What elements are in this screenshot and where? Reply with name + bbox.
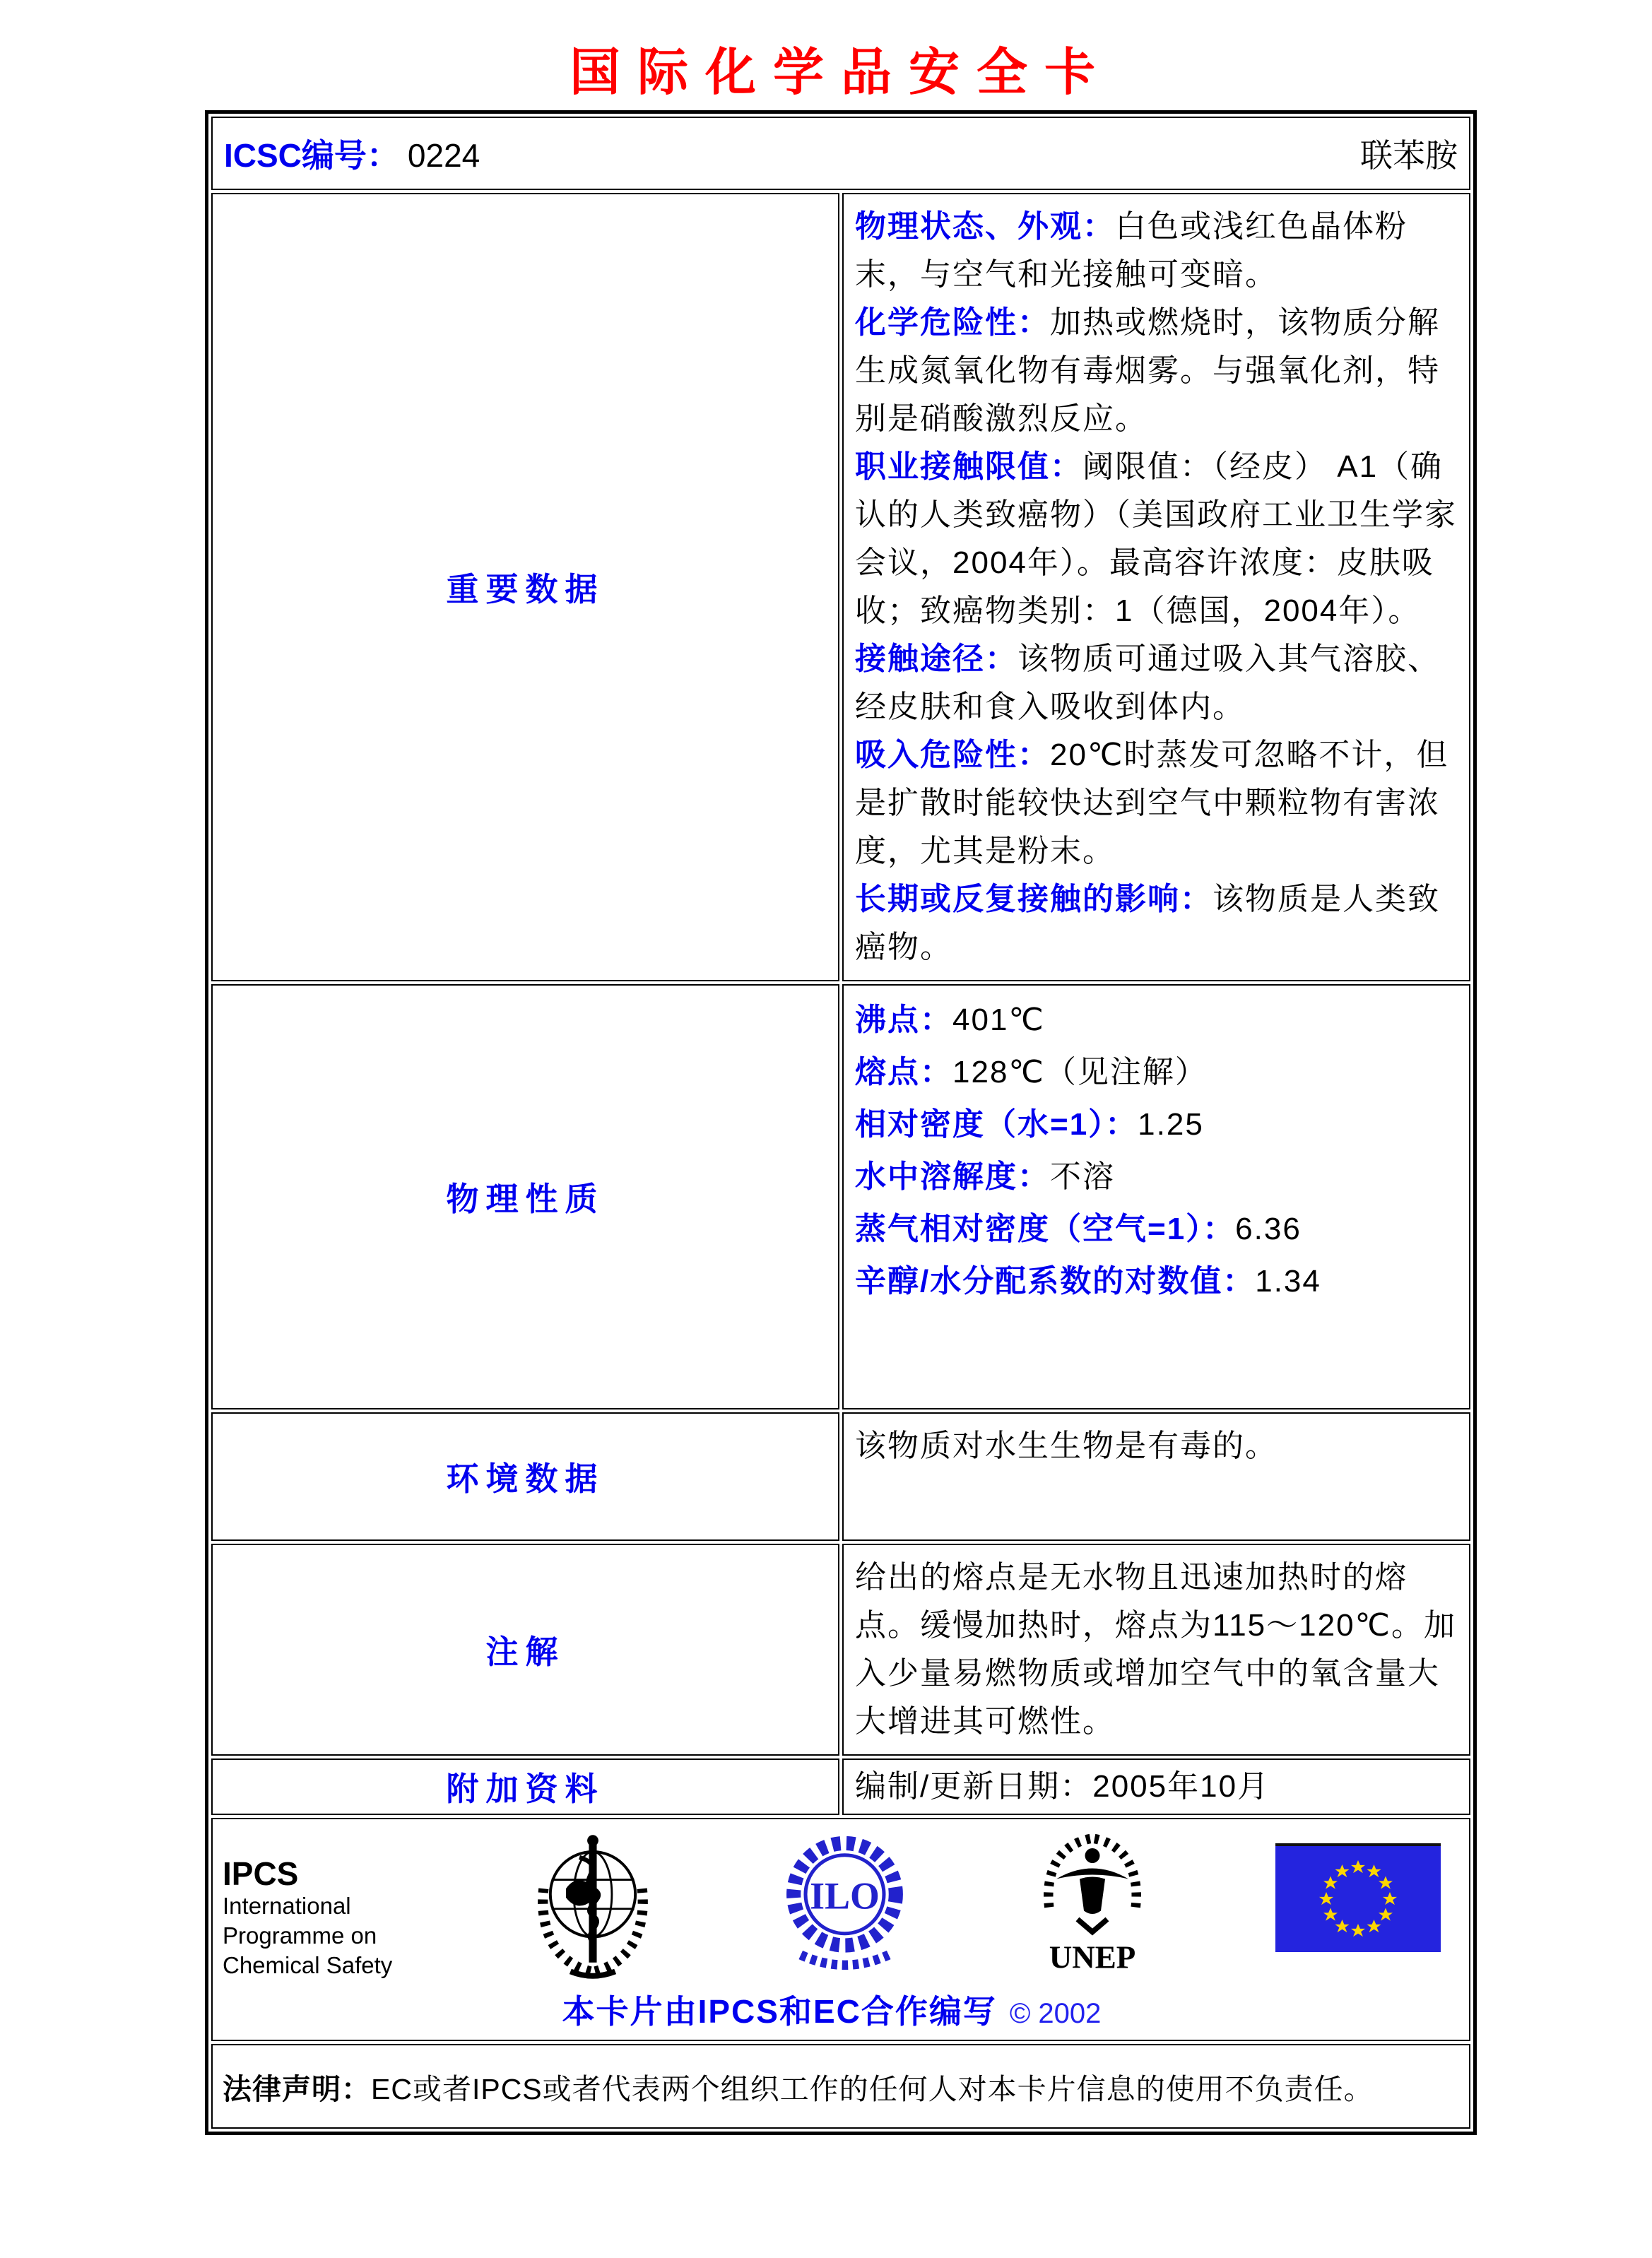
notes-row (211, 1544, 1470, 1756)
legal-notice (211, 2044, 1470, 2129)
section-label-important-data: 重要数据 (211, 193, 839, 981)
icsc-number-label: ICSC编号： (224, 137, 399, 174)
section-label-notes: 注解 (211, 1544, 839, 1756)
physical-properties-content (842, 984, 1470, 1409)
logos-row (211, 1818, 1470, 2041)
svg-text:UNEP: UNEP (1049, 1939, 1136, 1975)
ipcs-text-block (223, 1856, 406, 1980)
who-emblem-icon (526, 1832, 660, 1982)
icsc-table (205, 110, 1477, 2135)
field-relative-density: 相对密度（水=1）：1.25 (855, 1107, 1204, 1142)
notes-text: 给出的熔点是无水物且迅速加热时的熔点。缓慢加热时，熔点为115～120℃。加入少量易燃物质或增加空气中的氧含量大大增进其可燃性。 (855, 1560, 1456, 1739)
svg-text:ILO: ILO (809, 1874, 880, 1917)
ipcs-line-1: International (223, 1893, 351, 1919)
additional-info-content (842, 1758, 1470, 1815)
field-boiling-point: 沸点：401℃ (855, 1003, 1045, 1037)
section-label-additional-info: 附加资料 (211, 1758, 839, 1815)
icsc-number-value: 0224 (407, 137, 480, 174)
field-occupational-limits: 职业接触限值：阈限值：（经皮） A1（确认的人类致癌物）（美国政府工业卫生学家会议，2004年）。最高容许浓度：皮肤吸收；致癌物类别：1（德国，2004年）。 (855, 449, 1457, 628)
environment-data-content (842, 1412, 1470, 1541)
chemical-name: 联苯胺 (1360, 137, 1458, 174)
legal-label: 法律声明： (223, 2072, 371, 2105)
copyright-text: © 2002 (1009, 1998, 1102, 2029)
field-physical-state: 物理状态、外观：白色或浅红色晶体粉末，与空气和光接触可变暗。 (855, 209, 1408, 292)
icsc-number-group (224, 130, 480, 177)
section-label-physical-properties: 物理性质 (211, 984, 839, 1409)
page-title: 国际化学品安全卡 (569, 45, 1112, 101)
additional-info-text: 编制/更新日期：2005年10月 (855, 1769, 1270, 1804)
unep-emblem-icon (1029, 1832, 1156, 1980)
legal-text: EC或者IPCS或者代表两个组织工作的任何人对本卡片信息的使用不负责任。 (371, 2072, 1374, 2105)
ipcs-line-2: Programme on (223, 1922, 377, 1949)
field-exposure-routes: 接触途径：该物质可通过吸入其气溶胶、经皮肤和食入吸收到体内。 (855, 642, 1440, 724)
environment-data-row (211, 1412, 1470, 1541)
eu-flag-icon (1275, 1843, 1441, 1952)
ipcs-line-3: Chemical Safety (223, 1952, 393, 1978)
legal-row (211, 2044, 1470, 2129)
additional-info-row (211, 1758, 1470, 1815)
field-chemical-danger: 化学危险性：加热或燃烧时，该物质分解生成氮氧化物有毒烟雾。与强氧化剂，特别是硝酸激烈反应。 (855, 305, 1440, 436)
field-melting-point: 熔点：128℃（见注解） (855, 1055, 1208, 1089)
field-inhalation-risk: 吸入危险性：20℃时蒸发可忽略不计，但是扩散时能较快达到空气中颗粒物有害浓度，尤其是粉末。 (855, 738, 1449, 868)
field-octanol-water-coefficient: 辛醇/水分配系数的对数值：1.34 (855, 1264, 1321, 1299)
important-data-content (842, 193, 1470, 981)
ilo-emblem-icon (779, 1832, 910, 1977)
environment-text: 该物质对水生生物是有毒的。 (855, 1429, 1278, 1463)
field-vapor-density: 蒸气相对密度（空气=1）：6.36 (855, 1212, 1302, 1246)
section-label-environment-data: 环境数据 (211, 1412, 839, 1541)
cooperation-caption (223, 1986, 1441, 2033)
caption-text: 本卡片由IPCS和EC合作编写 (562, 1993, 997, 2030)
ipcs-abbr: IPCS (223, 1855, 299, 1892)
field-long-term-effects: 长期或反复接触的影响：该物质是人类致癌物。 (855, 882, 1440, 964)
important-data-row (211, 193, 1470, 981)
header-row (211, 117, 1470, 190)
notes-content (842, 1544, 1470, 1756)
physical-properties-row (211, 984, 1470, 1409)
field-water-solubility: 水中溶解度：不溶 (855, 1159, 1115, 1194)
